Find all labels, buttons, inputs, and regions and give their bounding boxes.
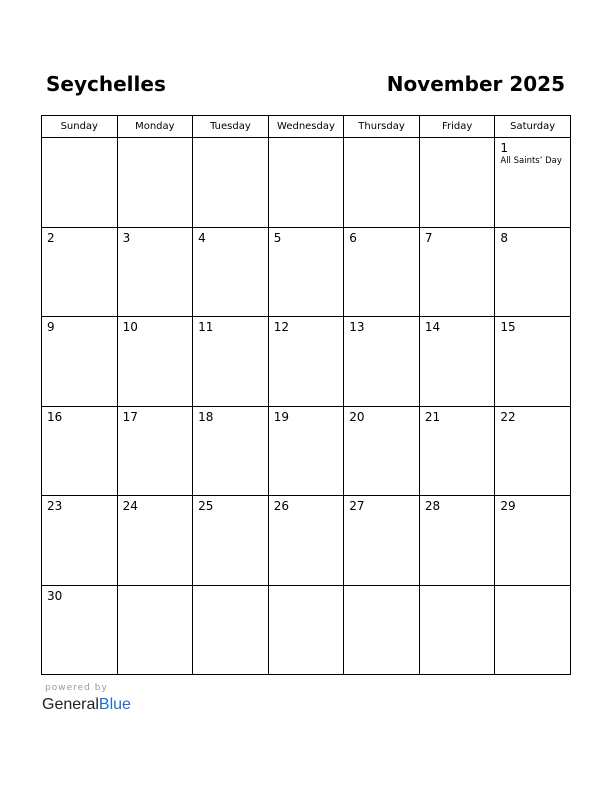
week-row — [42, 585, 571, 675]
day-number: 20 — [349, 409, 365, 424]
day-number: 10 — [122, 320, 138, 334]
day-cell — [419, 317, 495, 407]
calendar-grid — [41, 115, 571, 675]
weekday-saturday: Saturday — [495, 116, 571, 138]
day-cell — [495, 406, 571, 496]
weekday-thursday: Thursday — [344, 116, 420, 138]
day-number: 24 — [122, 499, 138, 513]
day-cell — [117, 227, 193, 317]
day-cell — [193, 227, 269, 317]
day-number: 9 — [47, 320, 55, 334]
day-cell — [495, 317, 571, 407]
day-cell — [117, 406, 193, 496]
day-number: 14 — [424, 320, 441, 334]
weekday-sunday: Sunday — [42, 116, 118, 138]
day-number: 5 — [273, 230, 282, 245]
day-cell — [42, 496, 118, 586]
day-number: 25 — [198, 499, 214, 513]
weekday-monday: Monday — [117, 116, 193, 138]
footer-branding — [42, 682, 131, 716]
day-cell — [117, 496, 193, 586]
weekday-tuesday: Tuesday — [193, 116, 269, 138]
day-number: 19 — [273, 409, 289, 424]
day-cell — [117, 585, 193, 675]
day-cell — [193, 406, 269, 496]
day-number: 8 — [500, 230, 509, 245]
day-cell — [495, 585, 571, 675]
week-row — [42, 496, 571, 586]
day-cell — [344, 317, 420, 407]
week-row — [42, 227, 571, 317]
day-cell — [268, 138, 344, 228]
day-cell — [419, 227, 495, 317]
day-number: 2 — [47, 230, 55, 245]
week-row — [42, 138, 571, 228]
day-cell — [419, 406, 495, 496]
day-cell — [344, 496, 420, 586]
day-cell — [344, 138, 420, 228]
day-cell — [42, 317, 118, 407]
day-cell — [344, 227, 420, 317]
day-number: 28 — [424, 499, 441, 513]
week-row — [42, 406, 571, 496]
brand-blue-text: Blue — [98, 696, 131, 713]
day-cell — [193, 585, 269, 675]
generalblue-logo[interactable] — [42, 694, 131, 716]
day-number: 13 — [349, 320, 365, 334]
day-number: 3 — [122, 230, 131, 245]
day-number: 26 — [273, 499, 289, 513]
month-title: November 2025 — [386, 72, 565, 96]
powered-by-text: powered by — [45, 683, 108, 693]
day-number: 12 — [273, 320, 289, 334]
day-cell — [268, 317, 344, 407]
day-number: 15 — [500, 320, 516, 334]
weekday-wednesday: Wednesday — [268, 116, 344, 138]
day-cell — [419, 585, 495, 675]
country-title: Seychelles — [46, 72, 166, 96]
weekday-header-row — [42, 116, 571, 138]
day-number: 29 — [500, 499, 516, 513]
holiday-label: All Saints’ Day — [500, 156, 562, 166]
day-number: 27 — [349, 499, 365, 513]
day-number: 4 — [198, 230, 206, 245]
day-cell — [42, 138, 118, 228]
day-cell — [193, 496, 269, 586]
day-cell — [419, 138, 495, 228]
day-cell — [495, 138, 571, 228]
day-cell — [268, 227, 344, 317]
day-number: 6 — [349, 230, 357, 245]
day-cell — [344, 585, 420, 675]
day-cell — [495, 496, 571, 586]
week-row — [42, 317, 571, 407]
day-number: 1 — [500, 141, 509, 155]
day-cell — [193, 317, 269, 407]
day-number: 23 — [47, 499, 63, 513]
day-number: 18 — [198, 409, 214, 424]
day-cell — [495, 227, 571, 317]
day-cell — [268, 585, 344, 675]
day-cell — [268, 406, 344, 496]
day-cell — [42, 227, 118, 317]
day-cell — [117, 138, 193, 228]
day-cell — [42, 585, 118, 675]
day-cell — [268, 496, 344, 586]
brand-general-text: General — [42, 696, 99, 713]
weekday-friday: Friday — [419, 116, 495, 138]
day-cell — [42, 406, 118, 496]
day-cell — [344, 406, 420, 496]
day-number: 30 — [47, 588, 63, 603]
day-number: 7 — [424, 230, 433, 245]
day-number: 22 — [500, 409, 516, 424]
day-cell — [419, 496, 495, 586]
day-number: 17 — [122, 409, 138, 424]
day-number: 21 — [424, 409, 441, 424]
day-number: 11 — [198, 320, 214, 334]
day-number: 16 — [47, 409, 63, 424]
day-cell — [117, 317, 193, 407]
day-cell — [193, 138, 269, 228]
